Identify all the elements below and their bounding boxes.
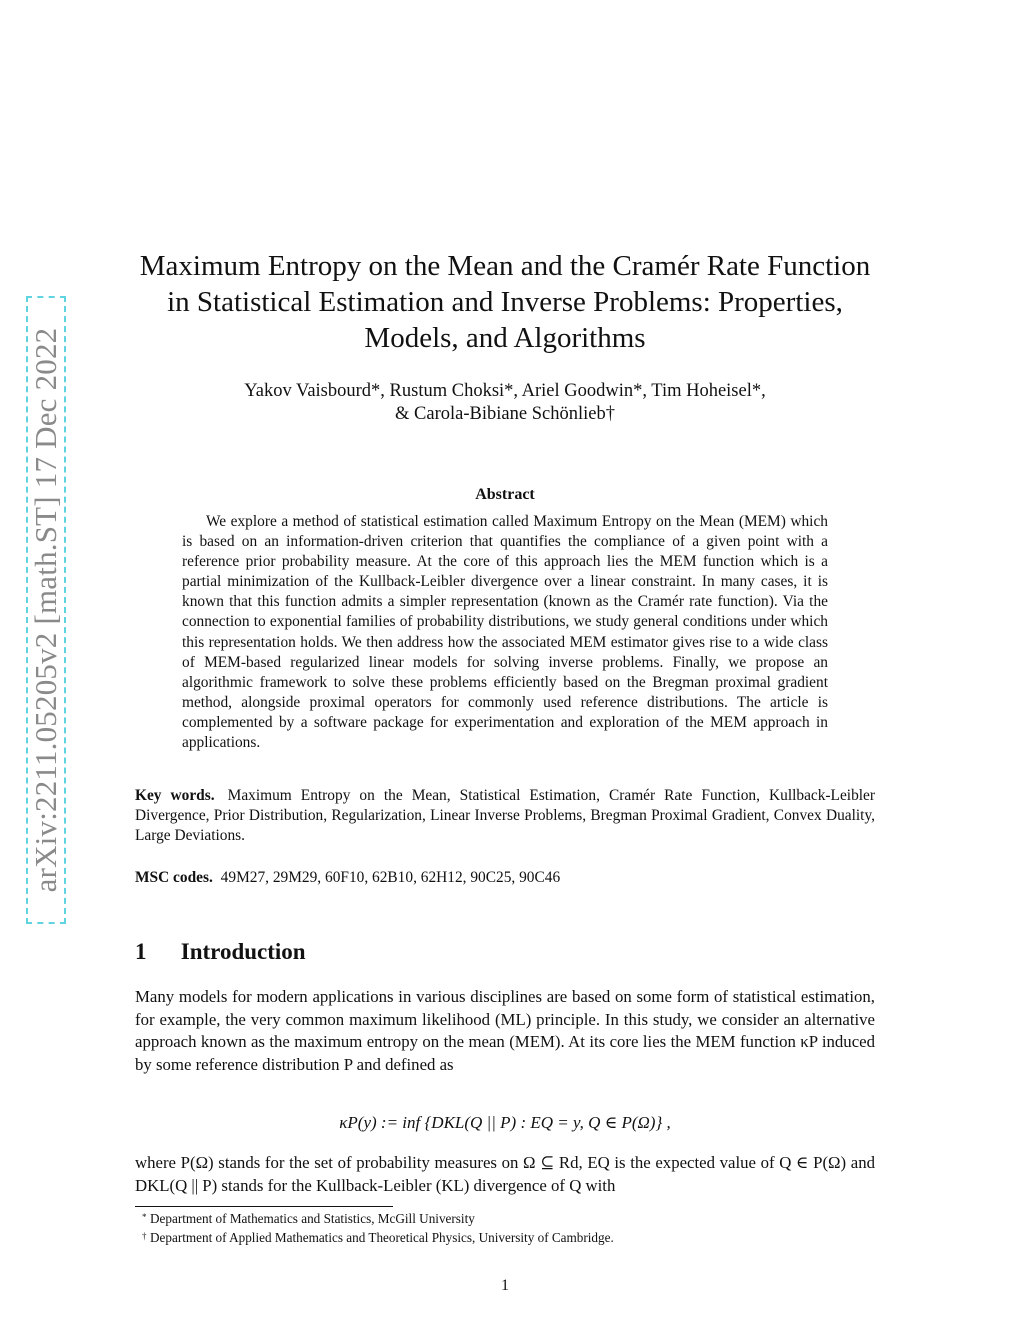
- footnote-text: Department of Applied Mathematics and Theoretical Physics, University of Cambridge.: [150, 1229, 614, 1245]
- intro-text: Many models for modern applications in various disciplines are based on some form of statistical estimation, for example, the very common maximum likelihood (ML) principle. In this study, we consider an alternative approach known as the maximum entropy on the mean (MEM). At its core lies the MEM function κP induced by some reference distribution P and defined as: [135, 987, 875, 1075]
- paper-title: [120, 248, 890, 356]
- title-line: in Statistical Estimation and Inverse Problems: Properties,: [167, 286, 843, 318]
- keywords-label: Key words.: [135, 787, 215, 804]
- intro-paragraph: [135, 986, 875, 1077]
- footnote: [142, 1210, 614, 1229]
- keywords: [135, 786, 875, 846]
- keywords-text: Maximum Entropy on the Mean, Statistical Estimation, Cramér Rate Function, Kullback-Leibler Divergence, Prior Distribution, Regularization, Linear Inverse Problems, Bregman Proximal Gradient, Convex Duality, Large Deviations.: [135, 787, 875, 844]
- arxiv-stamp[interactable]: [26, 296, 66, 924]
- title-line: Models, and Algorithms: [364, 322, 646, 354]
- author-list: [120, 380, 890, 426]
- display-equation: κP(y) := inf {DKL(Q || P) : EQ = y, Q ∈ P(Ω)} ,: [339, 1113, 671, 1132]
- footnote: [142, 1229, 614, 1248]
- footnote-rule: [135, 1206, 393, 1207]
- footnote-mark: †: [142, 1230, 147, 1241]
- msc-text: 49M27, 29M29, 60F10, 62B10, 62H12, 90C25, 90C46: [220, 869, 561, 886]
- abstract-heading: Abstract: [475, 486, 535, 503]
- msc-label: MSC codes.: [135, 869, 213, 886]
- footnote-mark: *: [142, 1212, 147, 1222]
- page-number: 1: [501, 1277, 509, 1294]
- authors-line: Yakov Vaisbourd*, Rustum Choksi*, Ariel Goodwin*, Tim Hoheisel*,: [244, 381, 766, 401]
- footnotes: [142, 1210, 614, 1247]
- authors-line: & Carola-Bibiane Schönlieb†: [395, 404, 615, 424]
- section-number: 1: [135, 939, 147, 964]
- title-line: Maximum Entropy on the Mean and the Cramér Rate Function: [139, 250, 871, 282]
- intro-continued: where P(Ω) stands for the set of probability measures on Ω ⊆ Rd, EQ is the expected value of Q ∈ P(Ω) and DKL(Q || P) stands for the Kullback-Leibler (KL) divergence of Q with: [135, 1153, 875, 1195]
- arxiv-id: arXiv:2211.05205v2 [math.ST] 17 Dec 2022: [28, 327, 63, 893]
- section-heading: [135, 939, 306, 965]
- section-title: Introduction: [180, 939, 306, 964]
- msc-codes: [135, 868, 875, 888]
- footnote-text: Department of Mathematics and Statistics, McGill University: [150, 1211, 475, 1226]
- abstract-text: We explore a method of statistical estimation called Maximum Entropy on the Mean (MEM) which is based on an information-driven criterion that quantifies the compliance of a given point with a reference prior probability measure. At the core of this approach lies the MEM function which is a partial minimization of the Kullback-Leibler divergence over a linear constraint. In many cases, it is known that this function admits a simpler representation (known as the Cramér rate function). Via the connection to exponential families of probability distributions, we study general conditions under which this representation holds. We then address how the associated MEM estimator gives rise to a wide class of MEM-based regularized linear models for solving inverse problems. Finally, we propose an algorithmic framework to solve these problems efficiently based on the Bregman proximal gradient method, alongside proximal operators for commonly used reference distributions. The article is complemented by a software package for experimentation and exploration of the MEM approach in applications.: [182, 513, 828, 752]
- abstract-body: [182, 512, 828, 753]
